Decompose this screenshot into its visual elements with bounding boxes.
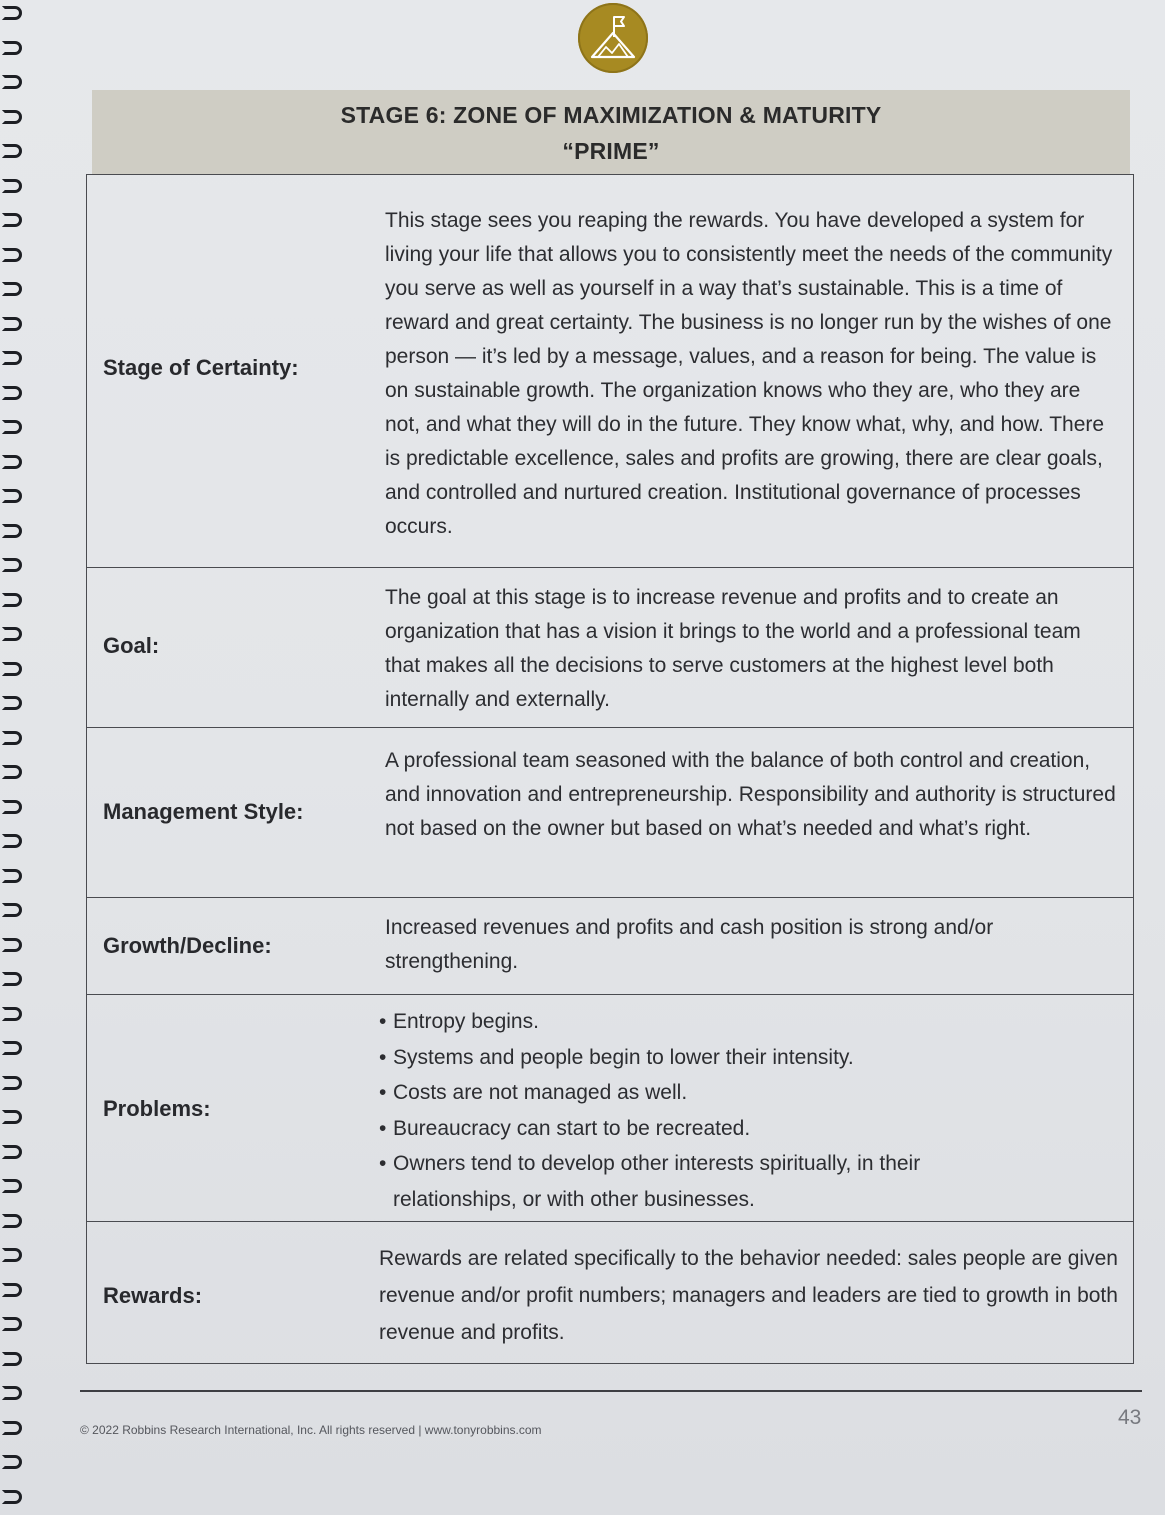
binding-ring: [2, 41, 22, 55]
binding-ring: [2, 351, 22, 365]
table-title-band: [92, 90, 1130, 174]
spiral-binding: [0, 0, 30, 1515]
binding-ring: [2, 938, 22, 952]
row-description: The goal at this stage is to increase revenue and profits and to create an organization that has a vision it brings to the world and a professional team that makes all the decisions to serve customers at the highest level both internally and externally.: [385, 586, 1081, 711]
binding-ring: [2, 1317, 22, 1331]
binding-ring: [2, 1421, 22, 1435]
stage-title: STAGE 6: ZONE OF MAXIMIZATION & MATURITY: [340, 102, 882, 128]
binding-ring: [2, 1455, 22, 1469]
binding-ring: [2, 1490, 22, 1504]
row-label: Growth/Decline:: [103, 933, 272, 958]
binding-ring: [2, 1179, 22, 1193]
binding-ring: [2, 317, 22, 331]
stage-table: [86, 174, 1134, 1364]
binding-ring: [2, 144, 22, 158]
list-item: • Costs are not managed as well.: [379, 1075, 993, 1111]
binding-ring: [2, 558, 22, 572]
binding-ring: [2, 524, 22, 538]
binding-ring: [2, 1214, 22, 1228]
binding-ring: [2, 213, 22, 227]
binding-ring: [2, 75, 22, 89]
binding-ring: [2, 765, 22, 779]
binding-ring: [2, 1283, 22, 1297]
binding-ring: [2, 972, 22, 986]
binding-ring: [2, 420, 22, 434]
binding-ring: [2, 179, 22, 193]
binding-ring: [2, 489, 22, 503]
binding-ring: [2, 1248, 22, 1262]
page-number: 43: [1118, 1406, 1142, 1429]
binding-ring: [2, 627, 22, 641]
row-label: Management Style:: [103, 799, 304, 824]
row-description: Increased revenues and profits and cash position is strong and/or strengthening.: [385, 916, 994, 973]
row-label: Rewards:: [103, 1283, 203, 1308]
binding-ring: [2, 834, 22, 848]
row-description: This stage sees you reaping the rewards. You have developed a system for living your life that allows you to consistently meet the needs of the community you serve as well as yourself in a way that’s sustainable. This is a time of reward and great certainty. The business is no longer run by the wishes of one person — it’s led by a message, values, and a reason for being. The value is on sustainable growth. The organization knows who they are, who they are not, and what they will do in the future. They know what, why, and how. There is predictable excellence, sales and profits are growing, there are clear goals, and controlled and nurtured creation. Institutional governance of processes occurs.: [385, 209, 1113, 538]
binding-ring: [2, 1110, 22, 1124]
table-row-stage-of-certainty: [87, 175, 1133, 568]
binding-ring: [2, 593, 22, 607]
list-item: • Entropy begins.: [379, 1004, 993, 1040]
binding-ring: [2, 455, 22, 469]
mountain-flag-icon: [578, 3, 648, 73]
table-row-rewards: [87, 1221, 1133, 1363]
row-label: Goal:: [103, 633, 160, 658]
binding-ring: [2, 386, 22, 400]
binding-ring: [2, 1386, 22, 1400]
binding-ring: [2, 903, 22, 917]
copyright-notice: © 2022 Robbins Research International, Inc. All rights reserved | www.tonyrobbins.com: [80, 1423, 542, 1437]
list-item: • Bureaucracy can start to be recreated.: [379, 1111, 993, 1147]
binding-ring: [2, 869, 22, 883]
problem-list: [379, 1004, 993, 1217]
binding-ring: [2, 110, 22, 124]
table-row-management-style: [87, 727, 1133, 898]
binding-ring: [2, 1041, 22, 1055]
binding-ring: [2, 282, 22, 296]
binding-ring: [2, 731, 22, 745]
binding-ring: [2, 800, 22, 814]
binding-ring: [2, 662, 22, 676]
row-label: Problems:: [103, 1096, 211, 1121]
row-label: Stage of Certainty:: [103, 355, 299, 380]
row-description: [379, 1004, 993, 1217]
list-item: • Owners tend to develop other interests spiritually, in their relationships, or with other businesses.: [379, 1146, 993, 1217]
table-row-growth-decline: [87, 897, 1133, 995]
row-description: A professional team seasoned with the balance of both control and creation, and innovation and entrepreneurship. Responsibility and authority is structured not based on the owner but based on what’s needed and what’s right.: [385, 749, 1116, 840]
stage-subtitle: “PRIME”: [562, 138, 660, 164]
binding-ring: [2, 248, 22, 262]
footer-divider: [80, 1390, 1142, 1392]
table-row-problems: [87, 994, 1133, 1222]
binding-ring: [2, 6, 22, 20]
binding-ring: [2, 696, 22, 710]
binding-ring: [2, 1076, 22, 1090]
table-row-goal: [87, 567, 1133, 728]
binding-ring: [2, 1007, 22, 1021]
binding-ring: [2, 1352, 22, 1366]
list-item: • Systems and people begin to lower their intensity.: [379, 1040, 993, 1076]
binding-ring: [2, 1145, 22, 1159]
row-description: Rewards are related specifically to the behavior needed: sales people are given revenue and/or profit numbers; managers and leaders are tied to growth in both revenue and profits.: [379, 1247, 1118, 1344]
